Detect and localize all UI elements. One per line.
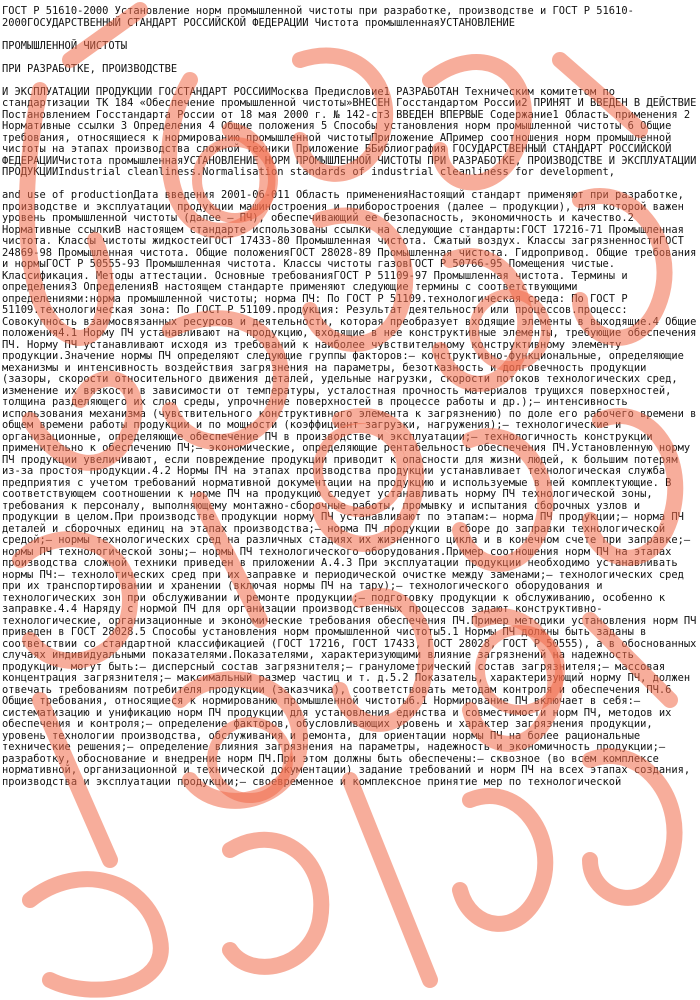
doc-title-line-2: ПРОМЫШЛЕННОЙ ЧИСТОТЫ bbox=[2, 39, 128, 52]
doc-header-paragraph: ГОСТ Р 51610-2000 Установление норм промышленной чистоты при разработке, производстве и ГОСТ Р 51610-2000ГОСУДАРСТВЕННЫЙ СТАНДАРТ РОССИЙСКОЙ ФЕДЕРАЦИИ Чистота промышленнаяУСТАНОВЛЕНИЕ bbox=[2, 5, 634, 29]
doc-title-line-3: ПРИ РАЗРАБОТКЕ, ПРОИЗВОДСТВЕ bbox=[2, 62, 178, 75]
doc-preface-paragraph: И ЭКСПЛУАТАЦИИ ПРОДУКЦИИ ГОССТАНДАРТ РОССИИМосква Предисловие1 РАЗРАБОТАН Техническим комитетом по стандартизации ТК 184 «Обеспечение промышленной чистоты»ВНЕСЕН Госстандартом России2 ПРИНЯТ И ВВЕДЕН В ДЕЙСТВИЕ Постановлением Госстандарта России от 18 мая 2000 г. № 142-ст3 ВВЕДЕН ВПЕРВЫЕ Содержание1 Область применения 2 Нормативные ссылки 3 Определения 4 Общие положения 5 Способы установления норм промышленной чистоты 6 Общие требования, относящиеся к нормированию промышленной чистотыПриложение АПример соотношения норм промышленной чистоты на этапах производства сложной техники Приложение ББиблиография ГОСУДАРСТВЕННЫЙ СТАНДАРТ РОССИЙСКОЙ ФЕДЕРАЦИИЧистота промышленнаяУСТАНОВЛЕНИЕ НОРМ ПРОМЫШЛЕННОЙ ЧИСТОТЫ ПРИ РАЗРАБОТКЕ, ПРОИЗВОДСТВЕ И ЭКСПЛУАТАЦИИ ПРОДУКЦИИIndustrial cleanliness.Normalisation standards of industrial cleanliness for development, bbox=[2, 85, 697, 178]
doc-main-paragraph: and use of productionДата введения 2001-06-011 Область примененияНастоящий стандарт применяют при разработке, производстве и эксплуатации продукции машиностроения и приборостроения (далее – продукции), для которой важен уровень промышленной чистоты (далее – ПЧ), обеспечивающий ее безопасность, экономичность и качество.2 Нормативные ссылкиВ настоящем стандарте использованы ссылки на следующие стандарты:ГОСТ 17216-71 Промышленная чистота. Классы чистоты жидкостейГОСТ 17433-80 Промышленная чистота. Сжатый воздух. Классы загрязненностиГОСТ 24869-98 Промышленная чистота. Общие положенияГОСТ 28028-89 Промышленная чистота. Гидропривод. Общие требования и нормыГОСТ Р 50555-93 Промышленная чистота. Классы чистоты газовГОСТ Р 50766-95 Помещения чистые. Классификация. Методы аттестации. Основные требованияГОСТ Р 51109-97 Промышленная чистота. Термины и определения3 ОпределенияВ настоящем стандарте применяют следующие термины с соответствующими определениями:норма промышленной чистоты; норма ПЧ: По ГОСТ Р 51109.технологическая среда: По ГОСТ Р 51109.технологическая зона: По ГОСТ Р 51109.продукция: Результат деятельности или процессов.процесс: Совокупность взаимосвязанных ресурсов и деятельности, которая преобразует входящие элементы в выходящие.4 Общие положения4.1 Норму ПЧ устанавливают на продукцию, входящие в нее конструктивные элементы, требующие обеспечения ПЧ. Норму ПЧ устанавливают исходя из требований к наиболее чувствительному конструктивному элементу продукции.Значение нормы ПЧ определяют следующие группы факторов:– конструктивно-функциональные, определяющие механизмы и интенсивность воздействия загрязнения на параметры, безотказность и долговечность продукции (зазоры, скорости относительного движения деталей, удельные нагрузки, скорости потоков технологических сред, изменение их вязкости в зависимости от температуры, усталостная прочность материалов трущихся поверхностей, толщина разделяющего их слоя среды, упрочнение поверхностей в процессе работы и др.);– интенсивность использования механизма (чувствительного конструктивного элемента к загрязнению) по доле его рабочего времени в общем времени работы продукции и по мощности (коэффициент загрузки, нагружения);– технологические и организационные, определяющие обеспечение ПЧ в производстве и эксплуатации;– технологичность конструкции применительно к обеспечению ПЧ;– экономические, определяющие рентабельность обеспечения ПЧ.Установленную норму ПЧ продукции увеличивают, если повреждение продукции приводит к опасности для жизни людей, к большим потерям из-за простоя продукции.4.2 Нормы ПЧ на этапах производства продукции устанавливает технологическая служба предприятия с учетом требований нормативной документации на продукцию и используемые в ней комплектующие. В соответствующем соотношении к норме ПЧ на продукцию следует устанавливать норму ПЧ технологической зоны, требования к персоналу, выполняющему монтажно-сборочные работы, промывку и испытания сборочных узлов и продукции в целом.При производстве продукции норму ПЧ устанавливают по этапам:– норма ПЧ продукции;– норма ПЧ деталей и сборочных единиц на этапах производства;– норма ПЧ продукции в сборе до заправки технологической средой;– нормы технологических сред на различных стадиях их жизненного цикла и в конечном счете при заправке;– нормы ПЧ технологической зоны;– нормы ПЧ технологического оборудования.Пример соотношения норм ПЧ на этапах производства сложной техники приведен в приложении А.4.3 При эксплуатации продукции необходимо устанавливать нормы ПЧ:– технологических сред при их заправке и периодической очистке между заменами;– технологических сред при их транспортировании и хранении (включая нормы ПЧ на тару);– технологического оборудования и технологических зон при обслуживании и ремонте продукции;– подготовку продукции к обслуживанию, особенно к заправке.4.4 Наряду с нормой ПЧ для организации производственных процессов задают конструктивно-технологические, организационные и экономические требования обеспечения ПЧ.Пример методики установления норм ПЧ приведен в ГОСТ 28028.5 Способы установления норм промышленной чистоты5.1 Нормы ПЧ должны быть заданы в соответствии со стандартной классификацией (ГОСТ 17216, ГОСТ 17433, ГОСТ 28028, ГОСТ Р 50555), а в обоснованных случаях индивидуальными показателями.Показателями, характеризующими влияние загрязнений на надежность продукции, могут быть:– дисперсный состав загрязнителя;– гранулометрический состав загрязнителя;– массовая концентрация загрязнителя;– максимальный размер частиц и т. д.5.2 Показатель, характеризующий норму ПЧ, должен отвечать требованиям потребителя продукции (заказчика), соответствовать методам контроля и обеспечения ПЧ.6 Общие требования, относящиеся к нормированию промышленной чистоты6.1 Нормирование ПЧ включает в себя:– систематизацию и унификацию норм ПЧ продукции для установления единства и совместимости норм ПЧ, методов их обеспечения и контроля;– определение факторов, обусловливающих уровень и характер загрязнения продукции, уровень технологии производства, обслуживания и ремонта, для ориентации нормы ПЧ на более рациональные технические решения;– определение влияния загрязнения на параметры, надежность и экономичность продукции;– разработку, обоснование и внедрение норм ПЧ.При этом должны быть обеспечены:– сквозное (во всем комплексе нормативной, организационной и технической документации) задание требований и норм ПЧ на всех этапах создания, производства и эксплуатации продукции;– своевременное и комплексное принятие мер по технологической bbox=[2, 189, 697, 788]
